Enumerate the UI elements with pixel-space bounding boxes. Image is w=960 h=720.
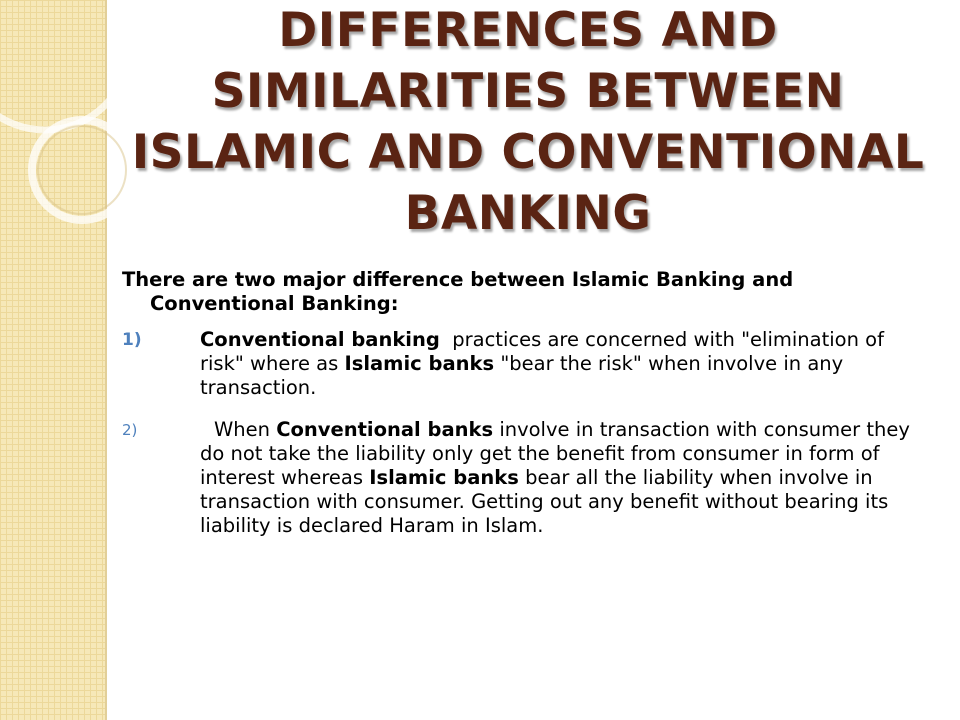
list-item-1 xyxy=(122,328,932,400)
item-1-text-b: "bear the risk" when involve in any transaction. xyxy=(200,352,844,399)
list-item-2-text xyxy=(200,418,932,538)
slide-title: DIFFERENCES AND SIMILARITIES BETWEEN ISLAMIC AND CONVENTIONAL BANKING xyxy=(131,3,925,241)
term-islamic-banks: Islamic banks xyxy=(344,352,495,375)
term-conventional-banking: Conventional banking xyxy=(200,328,440,351)
item-1-text-a: practices are concerned with "elimination of risk" where as xyxy=(200,328,884,375)
term-islamic-banks-2: Islamic banks xyxy=(369,466,519,489)
term-conventional-banks: Conventional banks xyxy=(276,418,494,441)
intro-paragraph xyxy=(122,268,932,316)
list-item-1-text xyxy=(200,328,932,400)
item-2-text-lead: When xyxy=(214,418,270,441)
list-marker-1: 1) xyxy=(122,330,142,350)
item-2-text-b: bear all the liability when involve in transaction with consumer. Getting out any benefit without bearing its liability is declared Haram in Islam. xyxy=(200,466,889,537)
item-2-text-a: involve in transaction with consumer they do not take the liability only get the benefit from consumer in form of interest whereas xyxy=(200,418,910,489)
list-item-2 xyxy=(122,418,932,538)
intro-text: There are two major difference between Islamic Banking and Conventional Banking: xyxy=(122,268,794,315)
slide-body xyxy=(122,268,932,538)
list-marker-2: 2) xyxy=(122,421,138,439)
